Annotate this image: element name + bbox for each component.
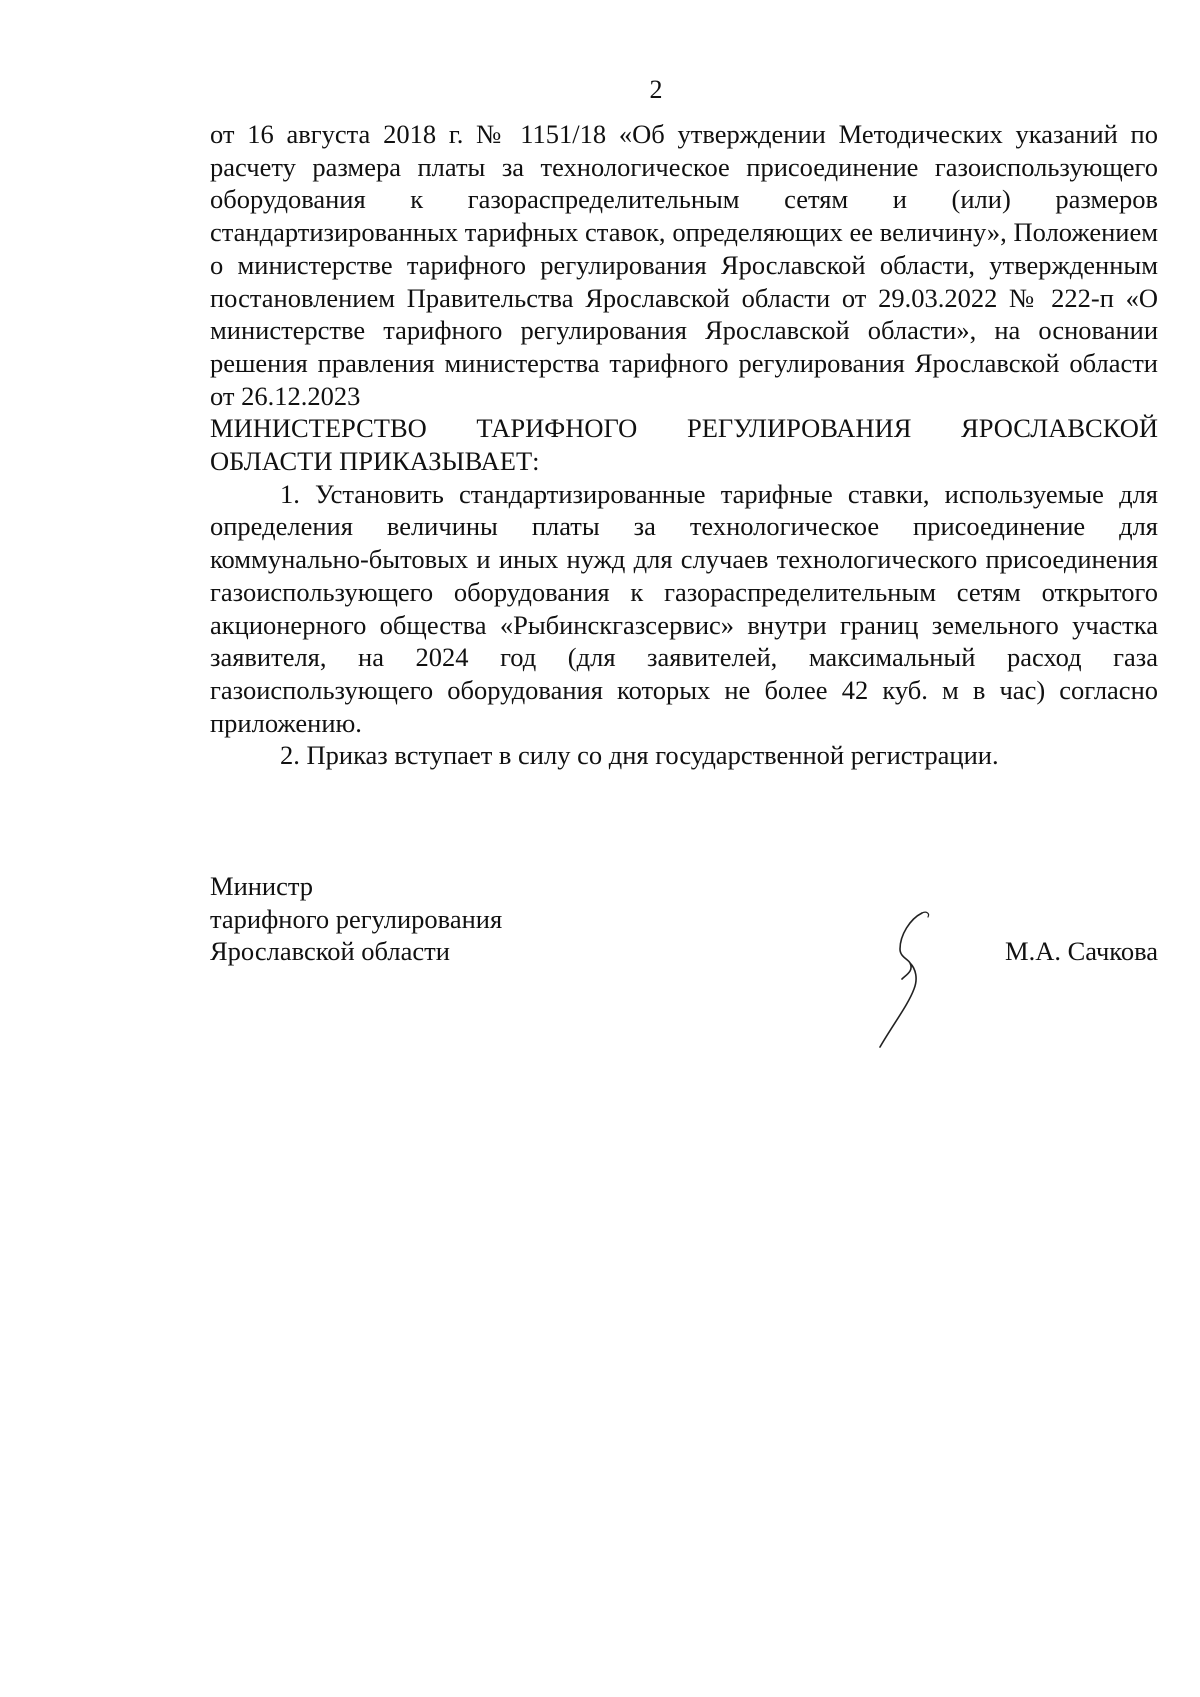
signer-title-line-2: тарифного регулирования [210, 903, 503, 934]
signer-title-line-3: Ярославской области [210, 936, 450, 967]
signature-block [210, 870, 1158, 968]
order-item-2: 2. Приказ вступает в силу со дня государственной регистрации. [280, 740, 999, 771]
preamble-paragraph: от 16 августа 2018 г. № 1151/18 «Об утверждении Методических указаний по расчету размера платы за технологическое присоединение газоиспользующего оборудования к газораспределительным сетям и (или) размеров стандартизированных тарифных ставок, определяющих ее величину», Положением о министерстве тарифного регулирования Ярославской области, утвержденным постановлением Правительства Ярославской области от 29.03.2022 № 222-п «О министерстве тарифного регулирования Ярославской области», на основании решения правления министерства тарифного регулирования Ярославской области от 26.12.2023 [210, 119, 1158, 411]
order-heading: МИНИСТЕРСТВО ТАРИФНОГО РЕГУЛИРОВАНИЯ ЯРОСЛАВСКОЙ ОБЛАСТИ ПРИКАЗЫВАЕТ: [210, 413, 1158, 477]
document-body [210, 118, 1158, 772]
handwritten-signature [870, 905, 950, 1055]
page-number: 2 [649, 75, 663, 104]
signer-title-line-1: Министр [210, 871, 314, 901]
signer-name: М.А. Сачкова [1005, 936, 1158, 966]
order-item-1: 1. Установить стандартизированные тарифные ставки, используемые для определения величины платы за технологическое присоединение для коммунально-бытовых и иных нужд для случаев технологического присоединения газоиспользующего оборудования к газораспределительным сетям открытого акционерного общества «Рыбинскгазсервис» внутри границ земельного участка заявителя, на 2024 год (для заявителей, максимальный расход газа газоиспользующего оборудования которых не более 42 куб. м в час) согласно приложению. [210, 478, 1158, 738]
